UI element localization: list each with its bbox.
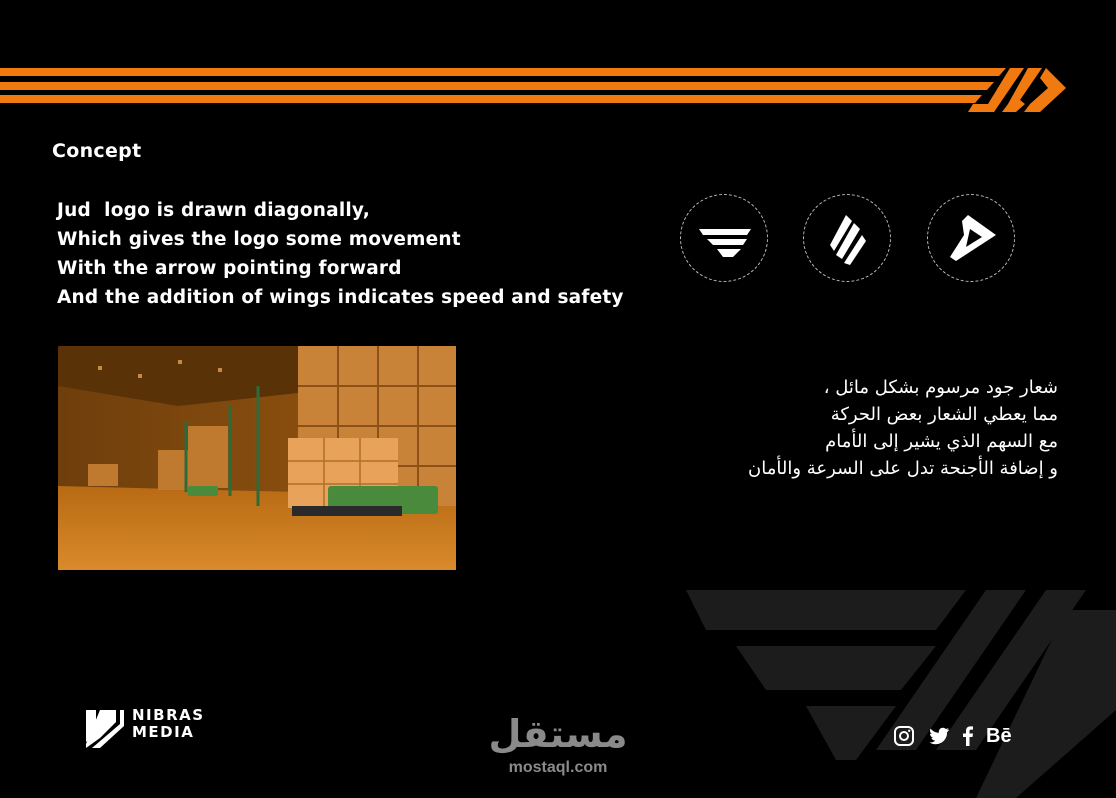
arabic-line: و إضافة الأجنحة تدل على السرعة والأمان <box>748 458 1058 479</box>
concept-line: Jud logo is drawn diagonally, <box>57 200 370 221</box>
arabic-line: مما يعطي الشعار بعض الحركة <box>830 404 1058 425</box>
arabic-line: شعار جود مرسوم بشكل مائل ، <box>823 377 1058 398</box>
behance-icon[interactable]: Bē <box>986 725 1012 747</box>
facebook-icon[interactable] <box>958 724 978 748</box>
concept-description <box>57 196 624 312</box>
brand-line-1: NIBRAS <box>132 706 205 724</box>
concept-line: Which gives the logo some movement <box>57 229 461 250</box>
mostaql-watermark-arabic: مستقل <box>488 712 628 756</box>
concept-title: Concept <box>52 140 142 162</box>
mostaql-watermark-latin: mostaql.com <box>508 759 608 776</box>
wings-icon <box>681 195 769 283</box>
twitter-icon[interactable] <box>927 724 951 748</box>
wings-circle <box>680 194 768 282</box>
bars-circle <box>803 194 891 282</box>
diagonal-bars-icon <box>804 195 892 283</box>
warehouse-image <box>58 346 456 570</box>
concept-line: With the arrow pointing forward <box>57 258 402 279</box>
arabic-description <box>638 374 1058 482</box>
logo-parts <box>680 194 1020 286</box>
header-stripes <box>0 66 1070 116</box>
brand-name <box>132 707 205 741</box>
arrow-circle <box>927 194 1015 282</box>
brand-line-2: MEDIA <box>132 723 195 741</box>
nibras-media-logo <box>86 708 130 750</box>
wings-watermark-icon <box>686 590 1116 798</box>
instagram-icon[interactable] <box>892 724 916 748</box>
arrow-icon <box>928 195 1016 283</box>
concept-line: And the addition of wings indicates speed and safety <box>57 287 624 308</box>
arabic-line: مع السهم الذي يشير إلى الأمام <box>825 431 1058 452</box>
